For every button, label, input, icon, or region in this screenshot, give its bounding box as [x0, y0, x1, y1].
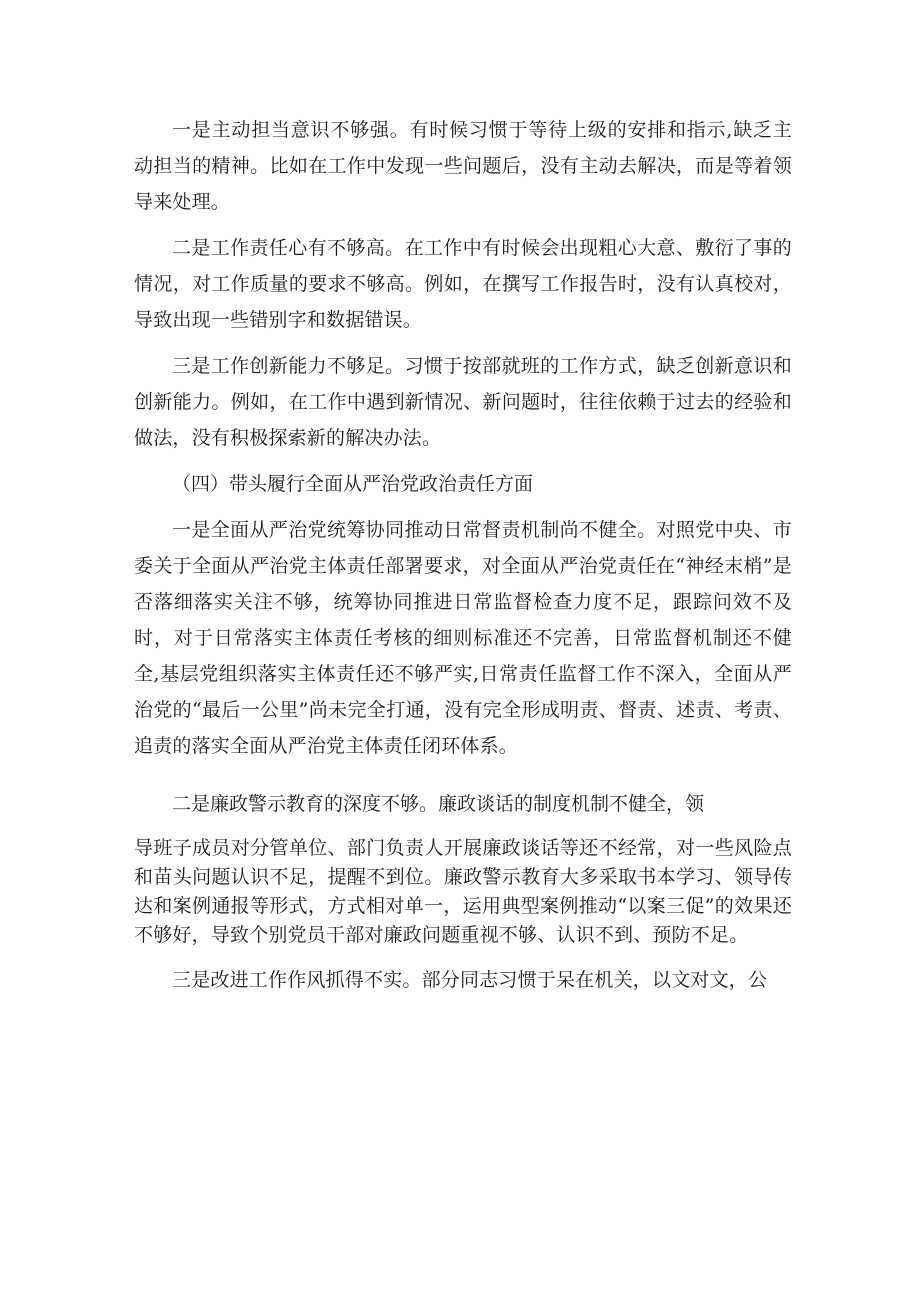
- section-heading-four: （四）带头履行全面从严治党政治责任方面: [172, 473, 534, 495]
- paragraph-supervision-mechanism: 一是全面从严治党统筹协同推动日常督责机制尚不健全。对照党中央、市委关于全面从严治党主体责任部署要求，对全面从严治党责任在“神经末梢”是否落细落实关注不够，统筹协同推进日常监督检查力度不足，跟踪问效不及时，对于日常落实主体责任考核的细则标准还不完善，日常监督机制还不健全,基层党组织落实主体责任还不够严实,日常责任监督工作不深入，全面从严治党的“最后一公里”尚未完全打通，没有完全形成明责、督责、述责、考责、追责的落实全面从严治党主体责任闭环体系。: [134, 519, 792, 757]
- paragraph-innovation: 三是工作创新能力不够足。习惯于按部就班的工作方式，缺乏创新意识和创新能力。例如，在工作中遇到新情况、新问题时，往往依赖于过去的经验和做法，没有积极探索新的解决办法。: [134, 355, 792, 449]
- paragraph-integrity-education-rest: 导班子成员对分管单位、部门负责人开展廉政谈话等还不经常，对一些风险点和苗头问题认识不足，提醒不到位。廉政警示教育大多采取书本学习、领导传达和案例通报等形式，方式相对单一，运用典型案例推动“以案三促”的效果还不够好，导致个别党员干部对廉政问题重视不够、认识不到、预防不足。: [134, 837, 792, 946]
- paragraph-work-style: 三是改进工作作风抓得不实。部分同志习惯于呆在机关，以文对文，公: [172, 969, 768, 991]
- paragraph-responsibility: 二是工作责任心有不够高。在工作中有时候会出现粗心大意、敷衍了事的情况，对工作质量的要求不够高。例如，在撰写工作报告时，没有认真校对，导致出现一些错别字和数据错误。: [134, 237, 792, 331]
- paragraph-initiative: 一是主动担当意识不够强。有时候习惯于等待上级的安排和指示,缺乏主动担当的精神。比如在工作中发现一些问题后，没有主动去解决，而是等着领导来处理。: [134, 119, 792, 213]
- paragraph-integrity-education-first-line: 二是廉政警示教育的深度不够。廉政谈话的制度机制不健全，领: [172, 793, 705, 815]
- document-page: [134, 112, 792, 998]
